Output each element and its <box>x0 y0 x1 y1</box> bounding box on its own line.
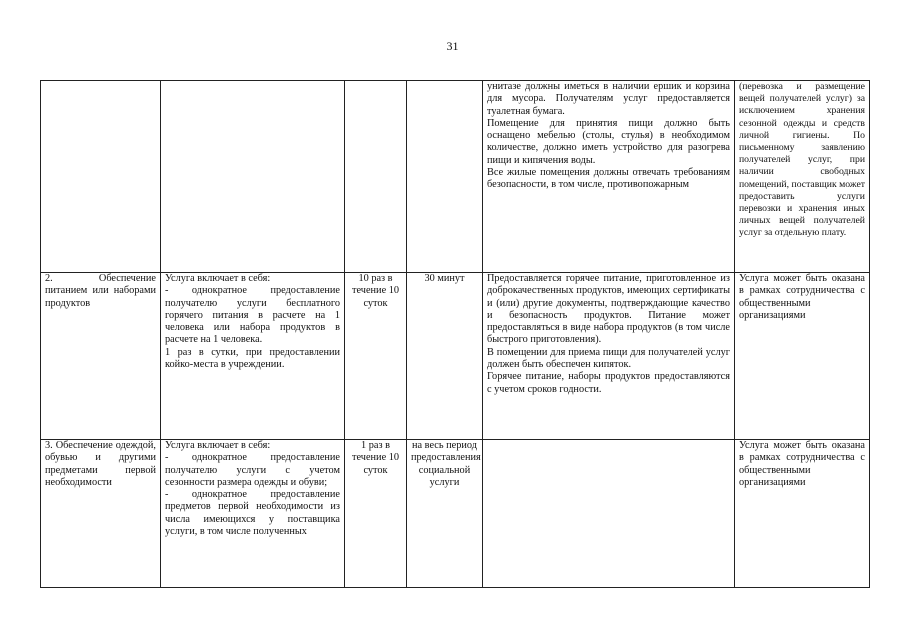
service-content: Услуга включает в себя: - однократное предоставление получателю услуги с учетом сезонности размера одежды и обуви; - однократное предоставление предметов первой необходимости из числа имеющихся у поставщика услуги, в том числе полученных <box>165 440 340 538</box>
service-duration-cell <box>407 440 483 588</box>
service-duration: на весь период предоставления социальной услуги <box>411 440 481 488</box>
service-duration-cell <box>407 81 483 273</box>
page-number: 31 <box>446 39 459 53</box>
service-name: 2. Обеспечение питанием или наборами продуктов <box>45 273 156 309</box>
services-table <box>40 80 870 588</box>
service-frequency-cell <box>345 81 407 273</box>
service-frequency: 10 раз в течение 10 суток <box>351 273 400 309</box>
table-row <box>41 81 870 273</box>
table-row <box>41 440 870 588</box>
service-frequency-cell <box>345 273 407 440</box>
service-conditions: Услуга может быть оказана в рамках сотрудничества с общественными организациями <box>739 440 865 488</box>
service-content-cell <box>161 440 345 588</box>
service-conditions: Услуга может быть оказана в рамках сотрудничества с общественными организациями <box>739 273 865 321</box>
service-duration-cell <box>407 273 483 440</box>
service-duration: 30 минут <box>424 273 465 284</box>
service-conditions-cell <box>735 81 870 273</box>
service-name: 3. Обеспечение одеждой, обувью и другими предметами первой необходимости <box>45 440 156 488</box>
service-conditions-cell <box>735 273 870 440</box>
service-standards-cell <box>483 81 735 273</box>
service-conditions: (перевозка и размещение вещей получателей услуг) за исключением хранения сезонной одежды и средств личной гигиены. По письменному заявлению получателей услуг, при наличии свободных помещений, поставщик может предоставить услуги перевозки и хранения иных личных вещей получателей услуг за отдельную плату. <box>739 81 865 239</box>
service-standards: унитазе должны иметься в наличии ершик и корзина для мусора. Получателям услуг предоставляется туалетная бумага. Помещение для принятия пищи должно быть оснащено мебелью (столы, стулья) в необходимом количестве, должно иметь устройство для разогрева пищи и кипячения воды. Все жилые помещения должны отвечать требованиям безопасности, в том числе, противопожарным <box>487 81 730 191</box>
service-frequency: 1 раз в течение 10 суток <box>351 440 400 476</box>
service-content-cell <box>161 81 345 273</box>
service-content-cell <box>161 273 345 440</box>
service-name-cell <box>41 81 161 273</box>
service-standards-cell <box>483 440 735 588</box>
service-standards-cell <box>483 273 735 440</box>
table-row <box>41 273 870 440</box>
service-frequency-cell <box>345 440 407 588</box>
service-conditions-cell <box>735 440 870 588</box>
service-standards: Предоставляется горячее питание, приготовленное из доброкачественных продуктов, имеющих сертификаты и (или) другие документы, подтверждающие качество и безопасность продуктов. Питание может предоставляться в виде набора продуктов (в том числе быстрого приготовления). В помещении для приема пищи для получателей услуг должен быть обеспечен кипяток. Горячее питание, наборы продуктов предоставляются с учетом сроков годности. <box>487 273 730 395</box>
service-name-cell <box>41 273 161 440</box>
service-content: Услуга включает в себя: - однократное предоставление получателю услуги бесплатного горячего питания в расчете на 1 человека или набора продуктов в расчете на 1 человека. 1 раз в сутки, при предоставлении койко-места в учреждении. <box>165 273 340 371</box>
service-name-cell <box>41 440 161 588</box>
